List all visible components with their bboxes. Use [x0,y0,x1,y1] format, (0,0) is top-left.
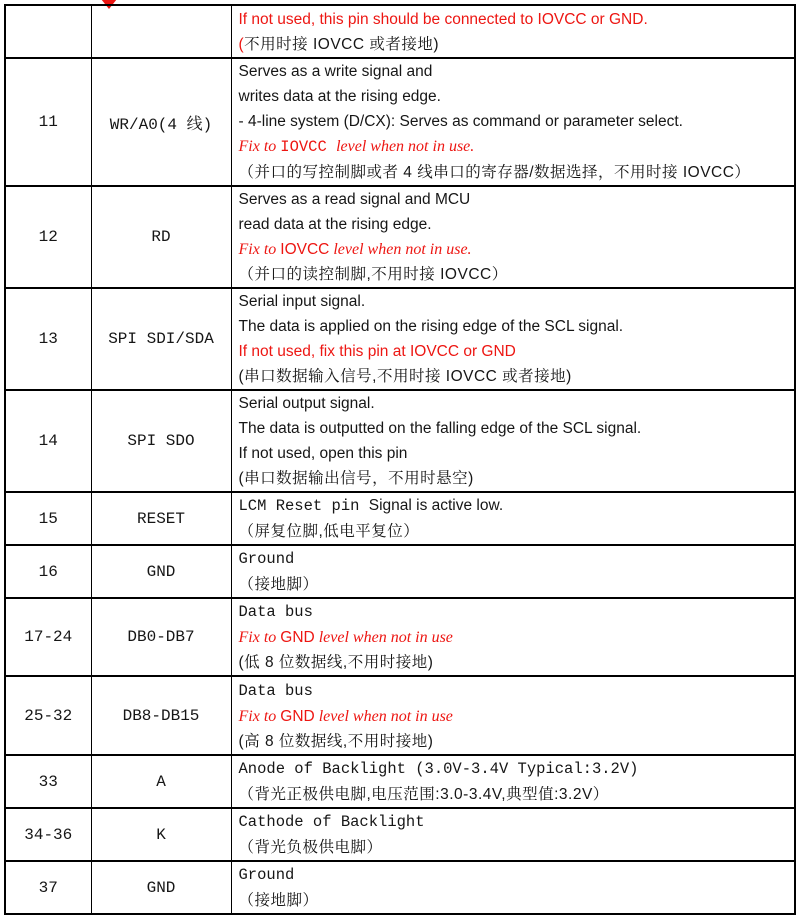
pin-number-cell [5,5,91,58]
desc-text: （并口的写控制脚或者 4 线串口的寄存器/数据选择，不用时接 IOVCC） [238,164,751,181]
desc-text: GND [280,629,315,646]
pin-desc-cell [231,755,795,808]
pin-number-cell: 16 [5,545,91,598]
desc-text: Ground [238,550,295,568]
desc-line [239,416,795,441]
desc-text: Anode of Backlight (3.0V-3.4V Typical:3.2V) [238,760,639,778]
desc-text: IOVCC [280,241,330,258]
desc-text: Fix to [238,629,281,646]
pin-name-cell: SPI SDI/SDA [91,288,231,390]
desc-text: Ground [238,866,295,884]
pin-desc-cell [231,58,795,186]
desc-line [239,237,795,262]
table-row [5,288,795,390]
pin-name-cell: K [91,808,231,861]
desc-line [239,441,795,466]
desc-line [239,187,795,212]
desc-line [239,59,795,84]
desc-line [239,84,795,109]
desc-line [239,466,795,491]
desc-text: If not used, open this pin [238,445,408,462]
pin-number-cell: 25-32 [5,676,91,755]
pin-desc-cell [231,808,795,861]
desc-text: (串口数据输出信号，不用时悬空) [238,470,474,487]
pin-number-cell: 33 [5,755,91,808]
pin-number-cell: 37 [5,861,91,914]
desc-text: Serial input signal. [238,293,366,310]
desc-line [239,262,795,287]
desc-line [239,572,795,597]
pin-number-cell: 17-24 [5,598,91,676]
desc-line [239,678,795,704]
desc-text: Serial output signal. [238,395,375,412]
desc-text: Data bus [238,681,313,700]
pin-desc-cell [231,390,795,492]
desc-line [239,314,795,339]
desc-line [239,289,795,314]
desc-text: level when not in use. [329,241,472,258]
pin-name-cell: GND [91,861,231,914]
desc-line [239,729,795,754]
desc-line [239,862,795,888]
desc-text: writes data at the rising edge. [238,88,441,105]
table-row [5,492,795,545]
pin-name-cell: RD [91,186,231,288]
pin-name-cell: A [91,755,231,808]
desc-text: (串口数据输入信号,不用时接 IOVCC 或者接地) [238,368,572,385]
desc-line [239,650,795,675]
desc-text: Fix to [238,138,281,155]
pin-desc-cell [231,676,795,755]
desc-text: (高 8 位数据线,不用时接地) [238,732,434,750]
table-row [5,186,795,288]
pin-name-cell: SPI SDO [91,390,231,492]
desc-line [239,546,795,572]
pin-desc-cell [231,186,795,288]
desc-line [239,493,795,519]
pin-number-cell: 34-36 [5,808,91,861]
desc-line [239,212,795,237]
desc-text: Fix to [238,241,281,258]
pin-name-cell: DB8-DB15 [91,676,231,755]
desc-text: Serves as a read signal and MCU [238,191,471,208]
desc-text: level when not in use [314,707,453,725]
desc-line [239,391,795,416]
desc-line [239,364,795,389]
desc-line [239,625,795,650]
desc-text: ( [238,35,245,53]
desc-text: Data bus [238,603,313,621]
table-row [5,755,795,808]
desc-text: （屏复位脚,低电平复位） [238,523,420,540]
pin-desc-cell [231,598,795,676]
pin-name-cell: DB0-DB7 [91,598,231,676]
desc-text: （并口的读控制脚,不用时接 IOVCC） [238,266,508,283]
desc-line [239,809,795,835]
desc-line [239,599,795,625]
pin-desc-cell [231,861,795,914]
desc-line [239,756,795,782]
pin-desc-cell [231,492,795,545]
desc-line [239,109,795,134]
desc-line [239,7,795,32]
pin-number-cell: 11 [5,58,91,186]
desc-text: （背光正极供电脚,电压范围:3.0-3.4V,典型值:3.2V） [238,786,609,803]
desc-text: 不用时接 IOVCC 或者接地) [244,35,440,53]
desc-text: - 4-line system (D/CX): Serves as command or parameter select. [238,113,683,130]
table-row [5,545,795,598]
desc-text: （背光负极供电脚） [238,839,383,856]
table-row [5,390,795,492]
pin-desc-cell [231,5,795,58]
pin-description-table [4,4,796,915]
desc-text: If not used, this pin should be connected to IOVCC or GND. [238,10,648,28]
desc-text: The data is outputted on the falling edge of the SCL signal. [238,420,642,437]
desc-line [239,339,795,364]
table-row [5,861,795,914]
desc-text: level when not in use [314,629,453,646]
pin-number-cell: 13 [5,288,91,390]
desc-text: Cathode of Backlight [238,813,425,831]
desc-text: IOVCC [280,138,337,156]
pin-name-cell: WR/A0(4 线) [91,58,231,186]
desc-line [239,519,795,544]
table-row [5,808,795,861]
desc-text: Serves as a write signal and [238,63,433,80]
desc-text: （接地脚） [238,576,319,593]
desc-line [239,782,795,807]
desc-text: (低 8 位数据线,不用时接地) [238,654,434,671]
desc-line [239,835,795,860]
desc-line [239,32,795,57]
pin-name-cell [91,5,231,58]
desc-line [239,134,795,160]
pin-number-cell: 15 [5,492,91,545]
desc-text: If not used, fix this pin at IOVCC or GND [238,343,516,360]
pin-name-cell: GND [91,545,231,598]
pin-name-cell: RESET [91,492,231,545]
pin-desc-cell [231,288,795,390]
desc-text: The data is applied on the rising edge of the SCL signal. [238,318,624,335]
desc-text: read data at the rising edge. [238,216,432,233]
pin-number-cell: 14 [5,390,91,492]
desc-line [239,704,795,729]
desc-text: level when not in use. [336,138,475,155]
table-row [5,5,795,58]
desc-text: Signal is active low. [368,497,504,514]
desc-line [239,160,795,185]
table-row [5,598,795,676]
table-row [5,676,795,755]
pin-number-cell: 12 [5,186,91,288]
desc-text: GND [280,707,315,725]
desc-text: Fix to [238,707,281,725]
desc-text: （接地脚） [238,892,319,909]
table-row [5,58,795,186]
desc-text: LCM Reset pin [238,497,369,515]
pin-desc-cell [231,545,795,598]
